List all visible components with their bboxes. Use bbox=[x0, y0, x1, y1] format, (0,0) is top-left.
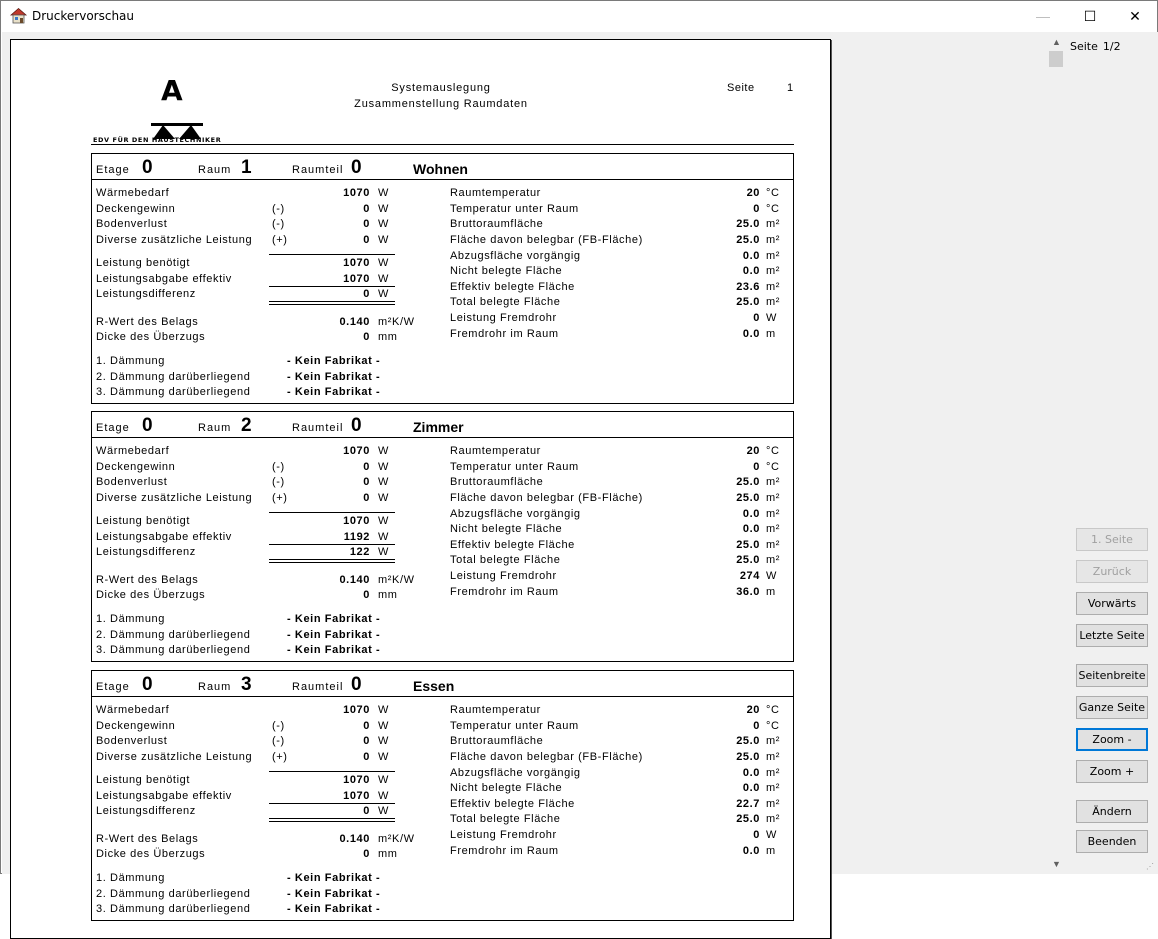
row-label: Fremdrohr im Raum bbox=[450, 328, 559, 340]
row-value: 20 bbox=[746, 704, 760, 716]
row-label: Leistungsabgabe effektiv bbox=[96, 790, 232, 802]
row-value: 23.6 bbox=[736, 281, 760, 293]
right-data-row bbox=[92, 296, 792, 311]
row-label: Abzugsfläche vorgängig bbox=[450, 767, 581, 779]
insulation-label: 1. Dämmung bbox=[96, 355, 165, 367]
row-value: 0 bbox=[753, 829, 760, 841]
row-value: 1070 bbox=[343, 515, 370, 527]
row-unit: W bbox=[378, 288, 389, 300]
row-label: Deckengewinn bbox=[96, 720, 176, 732]
insulation-row bbox=[92, 371, 432, 386]
row-label: Bruttoraumfläche bbox=[450, 735, 544, 747]
row-label: Leistungsdifferenz bbox=[96, 546, 196, 558]
maximize-button[interactable]: ☐ bbox=[1083, 7, 1097, 24]
report-page-label: Seite bbox=[727, 82, 755, 94]
row-value: 0 bbox=[363, 203, 370, 215]
insulation-row bbox=[92, 888, 432, 903]
row-label: Raumtemperatur bbox=[450, 704, 541, 716]
row-label: Fremdrohr im Raum bbox=[450, 845, 559, 857]
insulation-product: - Kein Fabrikat - bbox=[287, 629, 381, 641]
right-data-row bbox=[92, 445, 792, 460]
row-unit: W bbox=[378, 735, 389, 747]
row-unit: m bbox=[766, 328, 776, 340]
right-data-row bbox=[92, 187, 792, 202]
logo-letter: A bbox=[161, 74, 183, 107]
row-value: 0 bbox=[363, 589, 370, 601]
row-unit: W bbox=[378, 805, 389, 817]
title-bar bbox=[1, 1, 1157, 32]
right-data-row bbox=[92, 461, 792, 476]
row-unit: W bbox=[378, 273, 389, 285]
row-label: Leistung benötigt bbox=[96, 774, 190, 786]
row-label: Fläche davon belegbar (FB-Fläche) bbox=[450, 751, 643, 763]
insulation-product: - Kein Fabrikat - bbox=[287, 386, 381, 398]
row-label: Dicke des Überzugs bbox=[96, 331, 206, 343]
row-label: Leistung Fremdrohr bbox=[450, 829, 557, 841]
right-data-row bbox=[92, 554, 792, 569]
insulation-label: 3. Dämmung darüberliegend bbox=[96, 903, 251, 915]
insulation-row bbox=[92, 629, 432, 644]
insulation-row bbox=[92, 872, 432, 887]
insulation-row bbox=[92, 644, 432, 659]
row-value: 25.0 bbox=[736, 813, 760, 825]
row-label: Temperatur unter Raum bbox=[450, 203, 579, 215]
row-unit: W bbox=[378, 461, 389, 473]
right-data-row bbox=[92, 234, 792, 249]
print-page bbox=[10, 39, 831, 939]
right-data-row bbox=[92, 782, 792, 797]
resize-grip-icon[interactable]: ⋰ bbox=[1146, 862, 1154, 871]
row-value: 1070 bbox=[343, 445, 370, 457]
right-data-row bbox=[92, 751, 792, 766]
row-label: Bodenverlust bbox=[96, 476, 168, 488]
row-unit: m² bbox=[766, 782, 781, 794]
room-name: Zimmer bbox=[413, 419, 464, 435]
row-unit: m²K/W bbox=[378, 574, 415, 586]
row-value: 0.140 bbox=[339, 316, 370, 328]
row-unit: m² bbox=[766, 218, 781, 230]
right-data-row bbox=[92, 508, 792, 523]
app-house-icon bbox=[10, 7, 27, 24]
row-unit: W bbox=[766, 312, 777, 324]
row-unit: W bbox=[378, 790, 389, 802]
sign-indicator: (+) bbox=[272, 751, 288, 763]
row-value: 0.0 bbox=[742, 328, 760, 340]
row-unit: °C bbox=[766, 187, 780, 199]
row-label: Temperatur unter Raum bbox=[450, 720, 579, 732]
forward-button[interactable]: Vorwärts bbox=[1076, 592, 1148, 615]
right-data-row bbox=[92, 586, 792, 601]
row-label: Effektiv belegte Fläche bbox=[450, 798, 575, 810]
insulation-row bbox=[92, 386, 432, 401]
row-label: Fläche davon belegbar (FB-Fläche) bbox=[450, 234, 643, 246]
row-unit: m² bbox=[766, 265, 781, 277]
row-label: Leistung Fremdrohr bbox=[450, 312, 557, 324]
raum-label: Raum bbox=[198, 681, 232, 693]
row-unit: m² bbox=[766, 234, 781, 246]
row-value: 0.0 bbox=[742, 845, 760, 857]
sign-indicator: (-) bbox=[272, 461, 285, 473]
row-unit: m² bbox=[766, 250, 781, 262]
row-value: 0 bbox=[363, 805, 370, 817]
page-indicator-value: 1/2 bbox=[1102, 40, 1121, 53]
right-data-row bbox=[92, 798, 792, 813]
client-area bbox=[2, 32, 1158, 915]
room-header bbox=[92, 154, 793, 180]
insulation-label: 2. Dämmung darüberliegend bbox=[96, 888, 251, 900]
raumteil-value: 0 bbox=[351, 157, 362, 178]
row-value: 0 bbox=[363, 492, 370, 504]
insulation-product: - Kein Fabrikat - bbox=[287, 613, 381, 625]
row-label: Leistung Fremdrohr bbox=[450, 570, 557, 582]
row-value: 1070 bbox=[343, 790, 370, 802]
page-width-button[interactable]: Seitenbreite bbox=[1076, 664, 1148, 687]
row-unit: m bbox=[766, 586, 776, 598]
row-value: 0 bbox=[363, 461, 370, 473]
right-data-row bbox=[92, 829, 792, 844]
row-unit: m² bbox=[766, 735, 781, 747]
insulation-label: 2. Dämmung darüberliegend bbox=[96, 371, 251, 383]
right-data-row bbox=[92, 813, 792, 828]
row-unit: W bbox=[378, 476, 389, 488]
row-label: Abzugsfläche vorgängig bbox=[450, 508, 581, 520]
row-label: Deckengewinn bbox=[96, 203, 176, 215]
navigation-panel bbox=[1065, 32, 1158, 874]
sign-indicator: (+) bbox=[272, 234, 288, 246]
row-value: 0.0 bbox=[742, 508, 760, 520]
row-label: Fremdrohr im Raum bbox=[450, 586, 559, 598]
row-value: 0.140 bbox=[339, 574, 370, 586]
row-value: 20 bbox=[746, 187, 760, 199]
row-label: Wärmebedarf bbox=[96, 445, 170, 457]
row-value: 0 bbox=[363, 234, 370, 246]
row-value: 122 bbox=[349, 546, 370, 558]
row-value: 0.0 bbox=[742, 523, 760, 535]
minimize-button[interactable]: — bbox=[1036, 8, 1050, 24]
room-header bbox=[92, 671, 793, 697]
last-page-button[interactable]: Letzte Seite bbox=[1076, 624, 1148, 647]
row-label: Total belegte Fläche bbox=[450, 813, 561, 825]
row-value: 25.0 bbox=[736, 492, 760, 504]
room-block bbox=[91, 153, 794, 404]
row-unit: W bbox=[378, 531, 389, 543]
row-label: Deckengewinn bbox=[96, 461, 176, 473]
row-unit: W bbox=[378, 751, 389, 763]
row-value: 0 bbox=[363, 218, 370, 230]
row-unit: °C bbox=[766, 445, 780, 457]
report-page-number: 1 bbox=[787, 82, 794, 94]
row-unit: m² bbox=[766, 751, 781, 763]
row-label: Diverse zusätzliche Leistung bbox=[96, 492, 253, 504]
row-value: 0 bbox=[363, 476, 370, 488]
row-label: Temperatur unter Raum bbox=[450, 461, 579, 473]
row-unit: W bbox=[378, 257, 389, 269]
right-data-row bbox=[92, 523, 792, 538]
logo-caption: EDV FÜR DEN HAUSTECHNIKER bbox=[93, 136, 222, 144]
row-value: 25.0 bbox=[736, 234, 760, 246]
row-unit: m² bbox=[766, 539, 781, 551]
sign-indicator: (-) bbox=[272, 735, 285, 747]
right-data-row bbox=[92, 312, 792, 327]
row-unit: W bbox=[378, 704, 389, 716]
right-data-row bbox=[92, 845, 792, 860]
row-label: Leistung benötigt bbox=[96, 515, 190, 527]
row-label: Wärmebedarf bbox=[96, 187, 170, 199]
row-value: 0.0 bbox=[742, 265, 760, 277]
row-label: Diverse zusätzliche Leistung bbox=[96, 751, 253, 763]
right-data-row bbox=[92, 203, 792, 218]
row-value: 0 bbox=[363, 288, 370, 300]
row-label: Leistung benötigt bbox=[96, 257, 190, 269]
row-value: 0.140 bbox=[339, 833, 370, 845]
row-value: 1070 bbox=[343, 273, 370, 285]
row-unit: °C bbox=[766, 704, 780, 716]
etage-value: 0 bbox=[142, 157, 153, 178]
scroll-up-icon[interactable]: ▲ bbox=[1052, 36, 1061, 47]
insulation-product: - Kein Fabrikat - bbox=[287, 355, 381, 367]
right-data-row bbox=[92, 570, 792, 585]
page-indicator bbox=[1070, 40, 1121, 53]
raum-value: 1 bbox=[241, 157, 252, 178]
raumteil-label: Raumteil bbox=[292, 422, 344, 434]
row-value: 1070 bbox=[343, 187, 370, 199]
right-data-row bbox=[92, 539, 792, 554]
close-button[interactable]: ✕ bbox=[1129, 7, 1141, 24]
row-unit: m bbox=[766, 845, 776, 857]
insulation-label: 1. Dämmung bbox=[96, 872, 165, 884]
room-name: Wohnen bbox=[413, 161, 468, 177]
row-value: 0 bbox=[753, 312, 760, 324]
row-value: 36.0 bbox=[736, 586, 760, 598]
row-unit: m² bbox=[766, 281, 781, 293]
row-label: Bruttoraumfläche bbox=[450, 476, 544, 488]
row-label: Total belegte Fläche bbox=[450, 296, 561, 308]
row-value: 1070 bbox=[343, 257, 370, 269]
row-unit: W bbox=[378, 218, 389, 230]
row-unit: mm bbox=[378, 848, 398, 860]
row-value: 1070 bbox=[343, 774, 370, 786]
row-unit: °C bbox=[766, 461, 780, 473]
row-label: Diverse zusätzliche Leistung bbox=[96, 234, 253, 246]
insulation-product: - Kein Fabrikat - bbox=[287, 371, 381, 383]
scroll-thumb[interactable] bbox=[1049, 51, 1063, 67]
row-unit: W bbox=[378, 203, 389, 215]
row-label: Effektiv belegte Fläche bbox=[450, 281, 575, 293]
first-page-button[interactable]: 1. Seite bbox=[1076, 528, 1148, 551]
row-unit: W bbox=[378, 546, 389, 558]
row-label: Leistungsabgabe effektiv bbox=[96, 273, 232, 285]
raumteil-value: 0 bbox=[351, 674, 362, 695]
row-label: Nicht belegte Fläche bbox=[450, 523, 563, 535]
raumteil-label: Raumteil bbox=[292, 681, 344, 693]
right-data-row bbox=[92, 265, 792, 280]
row-label: Leistungsabgabe effektiv bbox=[96, 531, 232, 543]
etage-value: 0 bbox=[142, 415, 153, 436]
insulation-row bbox=[92, 903, 432, 918]
row-label: Bodenverlust bbox=[96, 218, 168, 230]
row-value: 0 bbox=[753, 461, 760, 473]
row-value: 25.0 bbox=[736, 476, 760, 488]
row-unit: W bbox=[378, 492, 389, 504]
row-unit: m² bbox=[766, 767, 781, 779]
preview-area bbox=[2, 32, 1048, 915]
row-value: 0.0 bbox=[742, 250, 760, 262]
room-block bbox=[91, 411, 794, 662]
row-unit: mm bbox=[378, 589, 398, 601]
row-unit: W bbox=[378, 720, 389, 732]
sign-indicator: (-) bbox=[272, 720, 285, 732]
right-data-row bbox=[92, 218, 792, 233]
row-unit: °C bbox=[766, 720, 780, 732]
zoom-in-button[interactable]: Zoom + bbox=[1076, 760, 1148, 783]
quit-button[interactable]: Beenden bbox=[1076, 830, 1148, 853]
etage-value: 0 bbox=[142, 674, 153, 695]
row-value: 25.0 bbox=[736, 751, 760, 763]
row-unit: m² bbox=[766, 523, 781, 535]
row-label: R-Wert des Belags bbox=[96, 833, 199, 845]
row-label: R-Wert des Belags bbox=[96, 574, 199, 586]
row-value: 0 bbox=[363, 720, 370, 732]
row-unit: W bbox=[378, 774, 389, 786]
insulation-product: - Kein Fabrikat - bbox=[287, 903, 381, 915]
row-unit: m² bbox=[766, 296, 781, 308]
row-unit: W bbox=[378, 445, 389, 457]
raumteil-value: 0 bbox=[351, 415, 362, 436]
insulation-label: 1. Dämmung bbox=[96, 613, 165, 625]
row-value: 25.0 bbox=[736, 554, 760, 566]
whole-page-button[interactable]: Ganze Seite bbox=[1076, 696, 1148, 719]
right-data-row bbox=[92, 250, 792, 265]
right-data-row bbox=[92, 281, 792, 296]
row-unit: W bbox=[766, 570, 777, 582]
etage-label: Etage bbox=[96, 164, 130, 176]
sign-indicator: (-) bbox=[272, 476, 285, 488]
insulation-label: 2. Dämmung darüberliegend bbox=[96, 629, 251, 641]
raum-label: Raum bbox=[198, 164, 232, 176]
room-name: Essen bbox=[413, 678, 455, 694]
right-data-row bbox=[92, 476, 792, 491]
row-label: Leistungsdifferenz bbox=[96, 805, 196, 817]
row-value: 0 bbox=[363, 735, 370, 747]
vertical-scrollbar[interactable] bbox=[1048, 32, 1065, 874]
right-data-row bbox=[92, 767, 792, 782]
row-value: 25.0 bbox=[736, 296, 760, 308]
row-value: 0.0 bbox=[742, 782, 760, 794]
insulation-product: - Kein Fabrikat - bbox=[287, 888, 381, 900]
sign-indicator: (+) bbox=[272, 492, 288, 504]
row-value: 22.7 bbox=[736, 798, 760, 810]
row-value: 0 bbox=[363, 848, 370, 860]
row-unit: mm bbox=[378, 331, 398, 343]
sign-indicator: (-) bbox=[272, 203, 285, 215]
row-label: Raumtemperatur bbox=[450, 445, 541, 457]
raum-value: 3 bbox=[241, 674, 252, 695]
insulation-product: - Kein Fabrikat - bbox=[287, 872, 381, 884]
row-label: Abzugsfläche vorgängig bbox=[450, 250, 581, 262]
change-button[interactable]: Ändern bbox=[1076, 800, 1148, 823]
row-value: 20 bbox=[746, 445, 760, 457]
right-data-row bbox=[92, 735, 792, 750]
right-data-row bbox=[92, 720, 792, 735]
raum-value: 2 bbox=[241, 415, 252, 436]
row-unit: W bbox=[378, 234, 389, 246]
row-unit: m² bbox=[766, 813, 781, 825]
row-value: 0 bbox=[753, 203, 760, 215]
row-value: 25.0 bbox=[736, 218, 760, 230]
room-block bbox=[91, 670, 794, 921]
row-unit: m² bbox=[766, 508, 781, 520]
right-data-row bbox=[92, 328, 792, 343]
row-value: 0 bbox=[363, 751, 370, 763]
insulation-row bbox=[92, 613, 432, 628]
sign-indicator: (-) bbox=[272, 218, 285, 230]
header-divider bbox=[91, 144, 794, 145]
row-label: Bruttoraumfläche bbox=[450, 218, 544, 230]
row-label: Wärmebedarf bbox=[96, 704, 170, 716]
row-label: Total belegte Fläche bbox=[450, 554, 561, 566]
row-unit: W bbox=[378, 515, 389, 527]
row-value: 0.0 bbox=[742, 767, 760, 779]
row-value: 25.0 bbox=[736, 735, 760, 747]
row-label: R-Wert des Belags bbox=[96, 316, 199, 328]
row-label: Fläche davon belegbar (FB-Fläche) bbox=[450, 492, 643, 504]
insulation-label: 3. Dämmung darüberliegend bbox=[96, 386, 251, 398]
row-label: Nicht belegte Fläche bbox=[450, 782, 563, 794]
row-label: Bodenverlust bbox=[96, 735, 168, 747]
report-title: Systemauslegung bbox=[391, 82, 491, 94]
row-value: 0 bbox=[753, 720, 760, 732]
row-value: 1070 bbox=[343, 704, 370, 716]
row-unit: m² bbox=[766, 492, 781, 504]
row-label: Nicht belegte Fläche bbox=[450, 265, 563, 277]
row-label: Raumtemperatur bbox=[450, 187, 541, 199]
row-unit: m² bbox=[766, 798, 781, 810]
window-title: Druckervorschau bbox=[32, 9, 135, 23]
row-label: Dicke des Überzugs bbox=[96, 589, 206, 601]
zoom-out-button[interactable]: Zoom - bbox=[1076, 728, 1148, 751]
row-label: Leistungsdifferenz bbox=[96, 288, 196, 300]
row-unit: W bbox=[766, 829, 777, 841]
report-subtitle: Zusammenstellung Raumdaten bbox=[354, 98, 528, 110]
right-data-row bbox=[92, 704, 792, 719]
row-unit: m² bbox=[766, 554, 781, 566]
row-unit: °C bbox=[766, 203, 780, 215]
row-unit: W bbox=[378, 187, 389, 199]
insulation-product: - Kein Fabrikat - bbox=[287, 644, 381, 656]
row-unit: m²K/W bbox=[378, 316, 415, 328]
etage-label: Etage bbox=[96, 681, 130, 693]
scroll-down-icon[interactable]: ▼ bbox=[1052, 858, 1061, 869]
etage-label: Etage bbox=[96, 422, 130, 434]
row-label: Dicke des Überzugs bbox=[96, 848, 206, 860]
right-data-row bbox=[92, 492, 792, 507]
row-value: 25.0 bbox=[736, 539, 760, 551]
insulation-label: 3. Dämmung darüberliegend bbox=[96, 644, 251, 656]
row-unit: m²K/W bbox=[378, 833, 415, 845]
insulation-row bbox=[92, 355, 432, 370]
row-value: 274 bbox=[739, 570, 760, 582]
page-indicator-label: Seite bbox=[1070, 40, 1098, 53]
row-value: 0 bbox=[363, 331, 370, 343]
row-value: 1192 bbox=[343, 531, 370, 543]
raumteil-label: Raumteil bbox=[292, 164, 344, 176]
row-unit: m² bbox=[766, 476, 781, 488]
back-button[interactable]: Zurück bbox=[1076, 560, 1148, 583]
raum-label: Raum bbox=[198, 422, 232, 434]
row-label: Effektiv belegte Fläche bbox=[450, 539, 575, 551]
room-header bbox=[92, 412, 793, 438]
